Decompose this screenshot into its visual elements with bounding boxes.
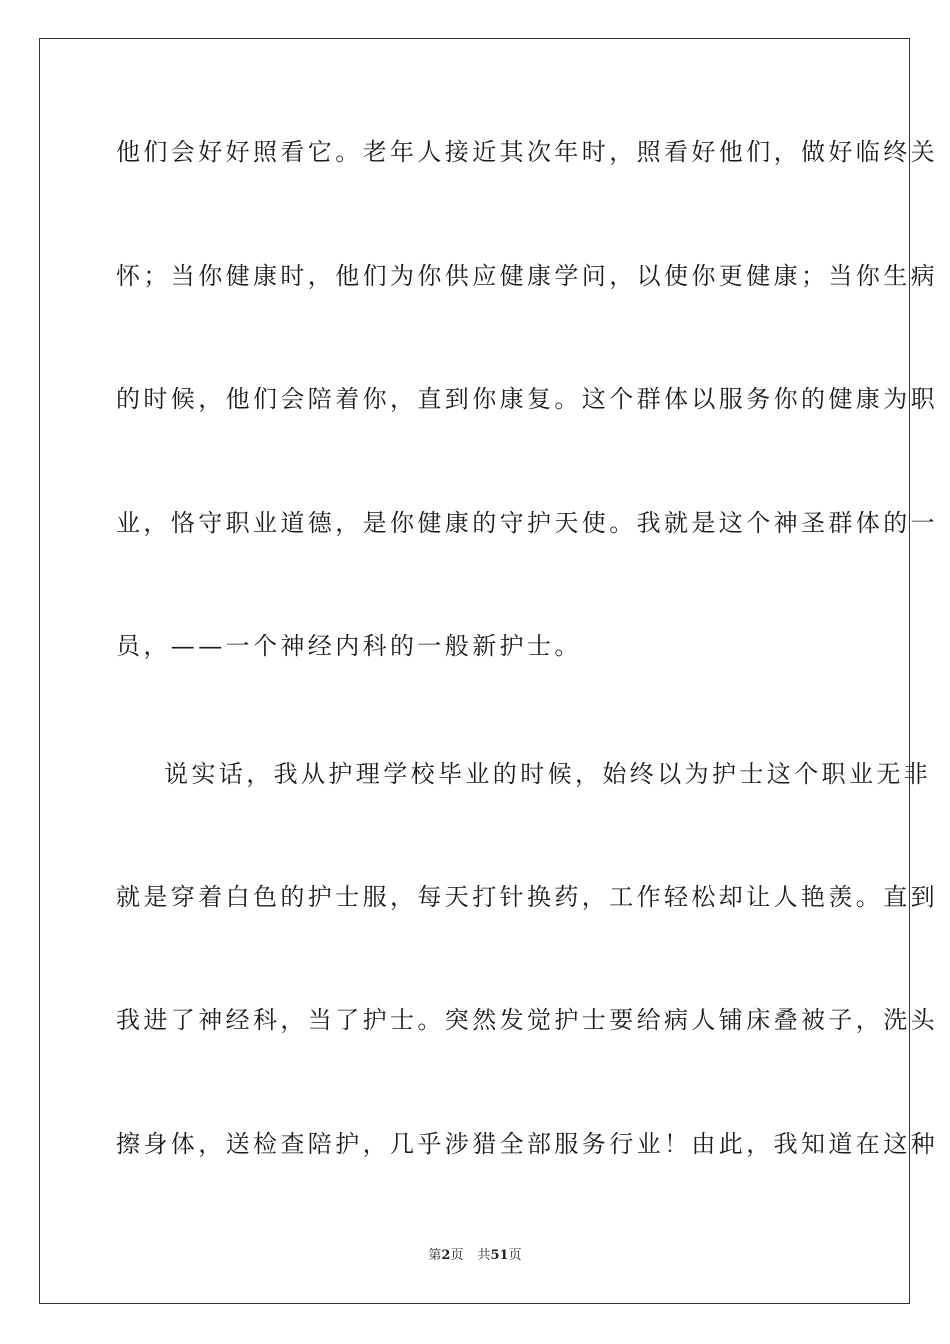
text-line: 我进了神经科，当了护士。突然发觉护士要给病人铺床叠被子，洗头 (116, 1006, 938, 1034)
total-pages: 51 (490, 1248, 509, 1263)
page-label-suffix: 页 (450, 1248, 464, 1263)
text-line: 他们会好好照看它。老年人接近其次年时，照看好他们，做好临终关 (116, 138, 938, 166)
text-line: 员，——一个神经内科的一般新护士。 (116, 632, 582, 660)
page-footer (0, 1247, 950, 1265)
page-number: 2 (441, 1248, 451, 1263)
text-line: 业，恪守职业道德，是你健康的守护天使。我就是这个神圣群体的一 (116, 509, 938, 537)
page-border (39, 38, 938, 1304)
text-line: 擦身体，送检查陪护，几乎涉猎全部服务行业！由此，我知道在这种 (116, 1130, 938, 1158)
total-label-suffix: 页 (508, 1248, 522, 1263)
text-line: 的时候，他们会陪着你，直到你康复。这个群体以服务你的健康为职 (116, 385, 938, 413)
text-line: 怀；当你健康时，他们为你供应健康学问，以使你更健康；当你生病 (116, 262, 938, 290)
text-line: 就是穿着白色的护士服，每天打针换药，工作轻松却让人艳羡。直到 (116, 883, 938, 911)
page-label-prefix: 第 (428, 1248, 442, 1263)
total-label-prefix: 共 (477, 1248, 491, 1263)
paragraph-first-line: 说实话，我从护理学校毕业的时候，始终以为护士这个职业无非 (164, 760, 932, 788)
